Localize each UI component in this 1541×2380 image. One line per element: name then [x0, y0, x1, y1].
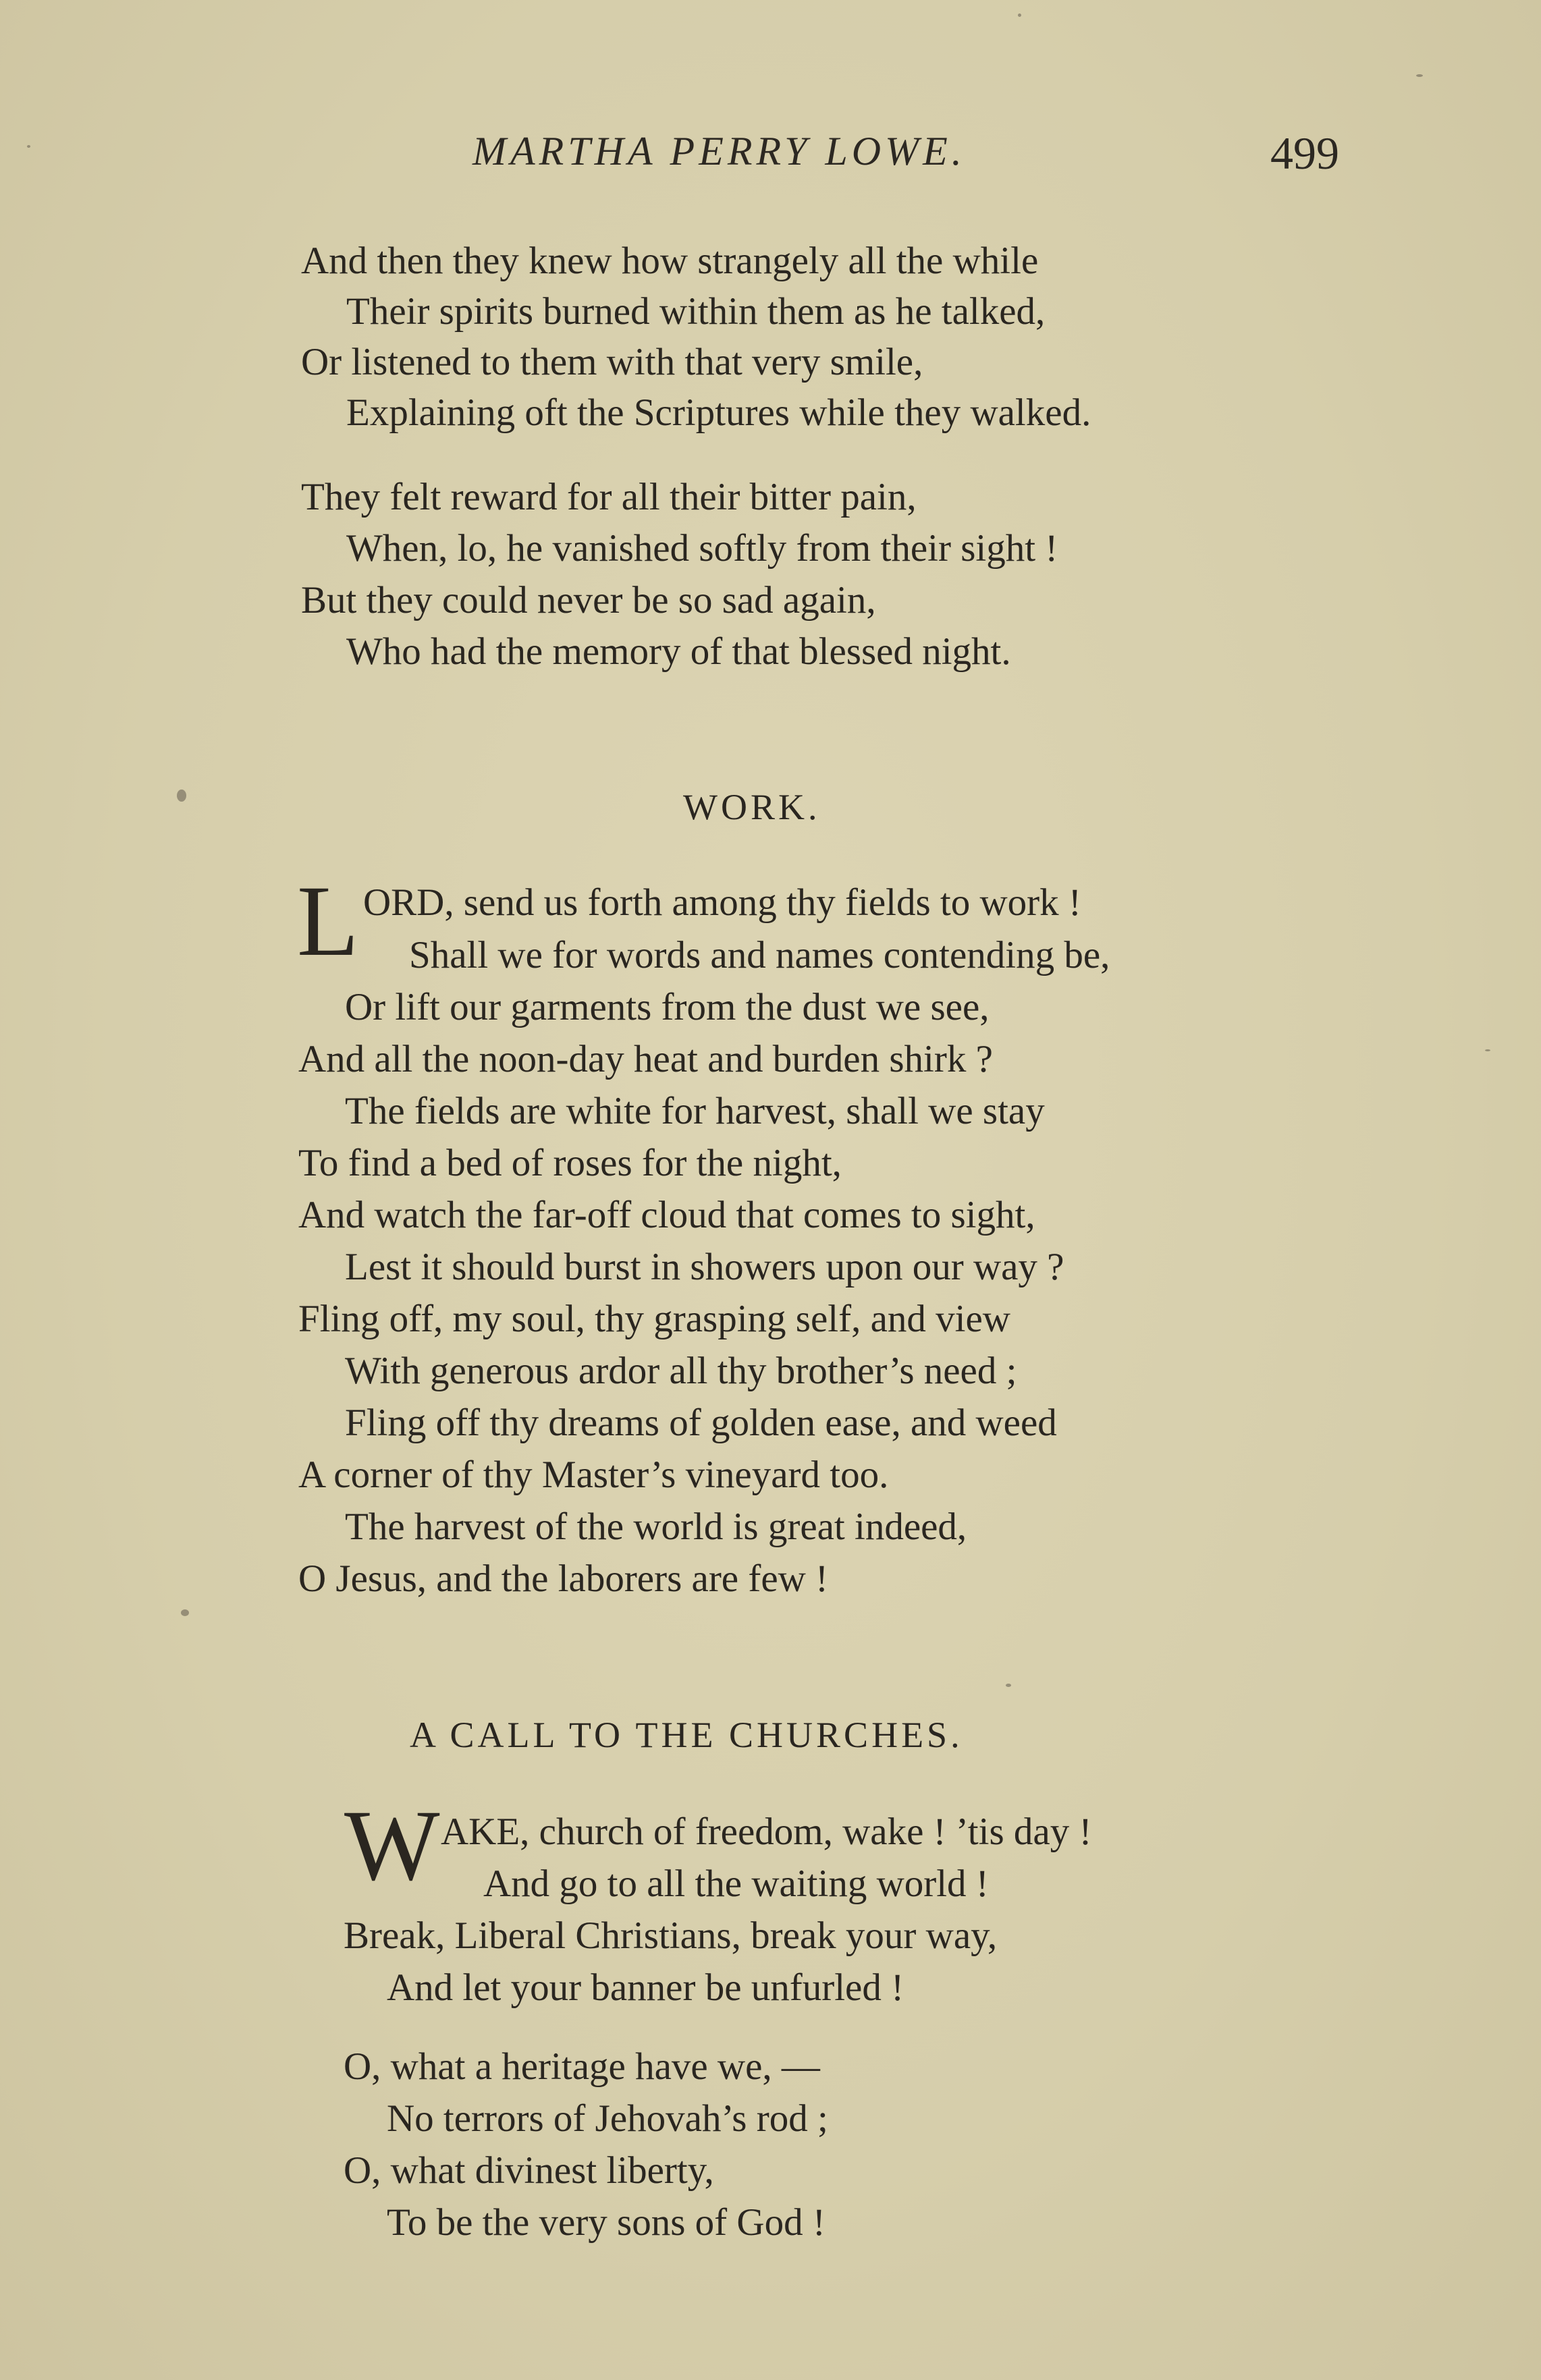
paper-speck: [1018, 13, 1021, 17]
poem-line: With generous ardor all thy brother’s need ;: [345, 1350, 1017, 1392]
poem-line: To be the very sons of God !: [387, 2201, 826, 2244]
poem-line: The fields are white for harvest, shall we stay: [345, 1090, 1045, 1132]
page-number: 499: [1270, 128, 1339, 179]
poem-line: Shall we for words and names contending be,: [409, 934, 1110, 976]
paper-speck: [1416, 74, 1423, 77]
poem-line: Or lift our garments from the dust we see,: [345, 986, 990, 1028]
poem-line: Or listened to them with that very smile,: [301, 341, 923, 383]
poem-title-call: A CALL TO THE CHURCHES.: [410, 1715, 963, 1755]
running-title: MARTHA PERRY LOWE.: [472, 129, 966, 173]
poem-line: Lest it should burst in showers upon our way ?: [345, 1246, 1064, 1288]
poem-line: When, lo, he vanished softly from their sight !: [346, 527, 1058, 570]
poem-line: To find a bed of roses for the night,: [298, 1142, 842, 1184]
poem-line: Break, Liberal Christians, break your way,: [344, 1914, 998, 1957]
poem-line: But they could never be so sad again,: [301, 579, 876, 621]
poem-line: No terrors of Jehovah’s rod ;: [387, 2097, 828, 2140]
poem-line: AKE, church of freedom, wake ! ’tis day !: [441, 1810, 1092, 1853]
poem-title-work: WORK.: [683, 787, 821, 827]
poem-line: And go to all the waiting world !: [483, 1862, 989, 1905]
poem-line: And let your banner be unfurled !: [387, 1966, 904, 2009]
poem-line: They felt reward for all their bitter pain,: [301, 476, 917, 518]
paper-speck: [177, 790, 186, 802]
poem-line: Their spirits burned within them as he talked,: [346, 290, 1046, 333]
poem-line: O, what a heritage have we, —: [344, 2045, 820, 2088]
paper-speck: [1006, 1684, 1011, 1687]
poem-line: Who had the memory of that blessed night.: [346, 630, 1011, 673]
poem-line: O, what divinest liberty,: [344, 2149, 714, 2192]
poem-line: And all the noon-day heat and burden shirk ?: [298, 1038, 993, 1080]
drop-cap: W: [344, 1790, 440, 1902]
poem-line: Fling off thy dreams of golden ease, and weed: [345, 1402, 1057, 1444]
paper-speck: [1485, 1049, 1490, 1051]
poem-line: Fling off, my soul, thy grasping self, and view: [298, 1298, 1010, 1340]
poem-line: Explaining oft the Scriptures while they walked.: [346, 391, 1091, 434]
poem-line: ORD, send us forth among thy fields to work !: [363, 881, 1081, 924]
poem-line: The harvest of the world is great indeed,: [345, 1505, 967, 1548]
poem-line: And then they knew how strangely all the while: [301, 240, 1039, 282]
poem-line: And watch the far-off cloud that comes to sight,: [298, 1194, 1035, 1236]
poem-line: A corner of thy Master’s vineyard too.: [298, 1454, 889, 1496]
drop-cap: L: [297, 865, 359, 977]
paper-speck: [181, 1609, 189, 1616]
paper-speck: [27, 145, 30, 148]
poem-line: O Jesus, and the laborers are few !: [298, 1557, 829, 1600]
